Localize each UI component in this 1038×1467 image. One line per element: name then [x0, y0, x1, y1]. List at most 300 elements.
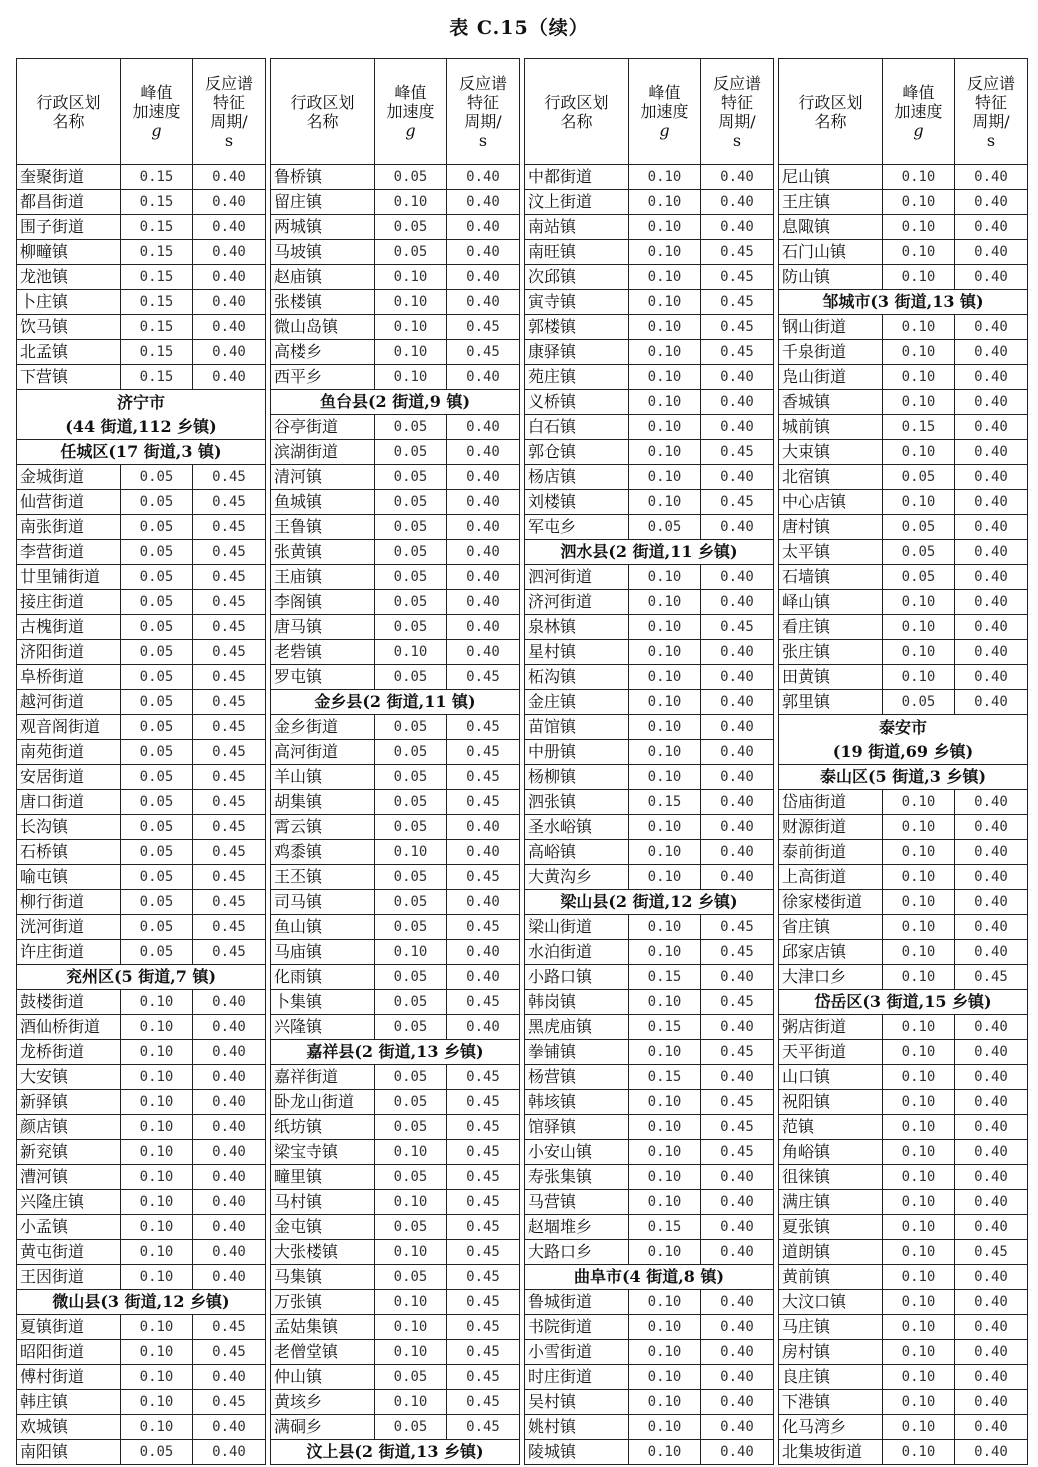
peak-acceleration: 0.05 — [375, 615, 447, 640]
table-row — [779, 1065, 1028, 1090]
peak-acceleration: 0.10 — [883, 315, 955, 340]
characteristic-period: 0.40 — [955, 415, 1028, 440]
peak-acceleration: 0.05 — [375, 1215, 447, 1240]
table-row — [525, 1340, 774, 1365]
table-row — [779, 240, 1028, 265]
peak-acceleration: 0.05 — [883, 690, 955, 715]
region-name: 鸡黍镇 — [271, 840, 375, 865]
section-row — [779, 290, 1028, 315]
region-name: 白石镇 — [525, 415, 629, 440]
region-name: 颜店镇 — [17, 1115, 121, 1140]
section-header: 梁山县(2 街道,12 乡镇) — [525, 890, 774, 915]
characteristic-period: 0.45 — [193, 690, 266, 715]
region-name: 新驿镇 — [17, 1090, 121, 1115]
table-row — [271, 890, 520, 915]
table-row — [779, 1340, 1028, 1365]
region-name: 唐马镇 — [271, 615, 375, 640]
peak-acceleration: 0.10 — [883, 940, 955, 965]
section-row — [779, 715, 1028, 765]
region-name: 天平街道 — [779, 1040, 883, 1065]
characteristic-period: 0.45 — [193, 740, 266, 765]
section-row — [525, 540, 774, 565]
peak-acceleration: 0.10 — [375, 190, 447, 215]
region-name: 南苑街道 — [17, 740, 121, 765]
peak-acceleration: 0.10 — [629, 1440, 701, 1465]
characteristic-period: 0.40 — [193, 290, 266, 315]
peak-acceleration: 0.10 — [375, 290, 447, 315]
table-row — [525, 215, 774, 240]
section-header: 鱼台县(2 街道,9 镇) — [271, 390, 520, 415]
table-row — [779, 815, 1028, 840]
region-name: 傅村街道 — [17, 1365, 121, 1390]
peak-acceleration: 0.10 — [883, 1115, 955, 1140]
region-name: 上高街道 — [779, 865, 883, 890]
table-row — [271, 940, 520, 965]
region-name: 泗河街道 — [525, 565, 629, 590]
table-row — [525, 1040, 774, 1065]
table-row — [779, 1415, 1028, 1440]
peak-acceleration: 0.10 — [629, 415, 701, 440]
table-row — [525, 240, 774, 265]
peak-acceleration: 0.10 — [629, 390, 701, 415]
peak-acceleration: 0.10 — [883, 1440, 955, 1465]
characteristic-period: 0.40 — [955, 1115, 1028, 1140]
characteristic-period: 0.40 — [193, 1115, 266, 1140]
table-row — [779, 165, 1028, 190]
characteristic-period: 0.40 — [955, 465, 1028, 490]
region-name: 仲山镇 — [271, 1365, 375, 1390]
peak-acceleration: 0.10 — [121, 1215, 193, 1240]
table-row — [17, 1165, 266, 1190]
peak-acceleration: 0.10 — [629, 815, 701, 840]
peak-acceleration: 0.10 — [629, 490, 701, 515]
table-row — [17, 215, 266, 240]
region-name: 大束镇 — [779, 440, 883, 465]
peak-acceleration: 0.10 — [883, 590, 955, 615]
characteristic-period: 0.40 — [955, 640, 1028, 665]
peak-acceleration: 0.10 — [883, 190, 955, 215]
characteristic-period: 0.40 — [193, 1140, 266, 1165]
characteristic-period: 0.45 — [193, 765, 266, 790]
peak-acceleration: 0.10 — [629, 340, 701, 365]
characteristic-period: 0.40 — [701, 215, 774, 240]
region-name: 霄云镇 — [271, 815, 375, 840]
table-row — [17, 515, 266, 540]
peak-acceleration: 0.05 — [883, 540, 955, 565]
data-table — [16, 58, 266, 1465]
region-name: 张楼镇 — [271, 290, 375, 315]
region-name: 谷亭街道 — [271, 415, 375, 440]
characteristic-period: 0.45 — [447, 1265, 520, 1290]
region-name: 防山镇 — [779, 265, 883, 290]
characteristic-period: 0.40 — [955, 890, 1028, 915]
characteristic-period: 0.40 — [447, 815, 520, 840]
peak-acceleration: 0.10 — [883, 815, 955, 840]
region-name: 星村镇 — [525, 640, 629, 665]
region-name: 夏张镇 — [779, 1215, 883, 1240]
table-row — [779, 890, 1028, 915]
table-row — [17, 1365, 266, 1390]
table-row — [17, 1115, 266, 1140]
characteristic-period: 0.40 — [955, 1140, 1028, 1165]
region-name: 兴隆镇 — [271, 1015, 375, 1040]
peak-acceleration: 0.10 — [375, 1340, 447, 1365]
table-row — [779, 340, 1028, 365]
section-header: 岱岳区(3 街道,15 乡镇) — [779, 990, 1028, 1015]
characteristic-period: 0.40 — [193, 315, 266, 340]
region-name: 唐口街道 — [17, 790, 121, 815]
peak-acceleration: 0.05 — [375, 465, 447, 490]
data-table — [524, 58, 774, 1465]
peak-acceleration: 0.05 — [375, 440, 447, 465]
section-header: 金乡县(2 街道,11 镇) — [271, 690, 520, 715]
header-period: 反应谱 特征 周期/ s — [447, 59, 520, 165]
table-row — [779, 1315, 1028, 1340]
region-name: 南阳镇 — [17, 1440, 121, 1465]
table-row — [271, 540, 520, 565]
characteristic-period: 0.40 — [701, 365, 774, 390]
region-name: 泉林镇 — [525, 615, 629, 640]
characteristic-period: 0.45 — [447, 740, 520, 765]
table-row — [779, 915, 1028, 940]
region-name: 黑虎庙镇 — [525, 1015, 629, 1040]
table-row — [525, 940, 774, 965]
peak-acceleration: 0.05 — [375, 740, 447, 765]
characteristic-period: 0.45 — [447, 1065, 520, 1090]
peak-acceleration: 0.10 — [375, 840, 447, 865]
peak-acceleration: 0.10 — [375, 640, 447, 665]
data-table — [270, 58, 520, 1465]
region-name: 小雪街道 — [525, 1340, 629, 1365]
characteristic-period: 0.40 — [955, 940, 1028, 965]
characteristic-period: 0.40 — [193, 240, 266, 265]
characteristic-period: 0.45 — [193, 515, 266, 540]
characteristic-period: 0.45 — [701, 940, 774, 965]
characteristic-period: 0.45 — [193, 915, 266, 940]
table-row — [779, 490, 1028, 515]
region-name: 赵堌堆乡 — [525, 1215, 629, 1240]
characteristic-period: 0.45 — [447, 1090, 520, 1115]
characteristic-period: 0.40 — [701, 1015, 774, 1040]
characteristic-period: 0.45 — [701, 340, 774, 365]
characteristic-period: 0.40 — [955, 1290, 1028, 1315]
table-row — [779, 465, 1028, 490]
table-row — [271, 1190, 520, 1215]
table-row — [525, 965, 774, 990]
section-header: 泰山区(5 街道,3 乡镇) — [779, 765, 1028, 790]
peak-acceleration: 0.10 — [629, 215, 701, 240]
region-name: 徂徕镇 — [779, 1165, 883, 1190]
peak-acceleration: 0.15 — [121, 315, 193, 340]
table-row — [17, 990, 266, 1015]
region-name: 郭仓镇 — [525, 440, 629, 465]
table-row — [525, 1065, 774, 1090]
region-name: 羊山镇 — [271, 765, 375, 790]
header-period: 反应谱 特征 周期/ s — [193, 59, 266, 165]
table-row — [525, 315, 774, 340]
peak-acceleration: 0.10 — [883, 665, 955, 690]
table-row — [779, 1040, 1028, 1065]
table-row — [525, 340, 774, 365]
region-name: 新兖镇 — [17, 1140, 121, 1165]
characteristic-period: 0.45 — [193, 790, 266, 815]
region-name: 化雨镇 — [271, 965, 375, 990]
region-name: 马营镇 — [525, 1190, 629, 1215]
characteristic-period: 0.40 — [447, 1015, 520, 1040]
region-name: 柳疃镇 — [17, 240, 121, 265]
region-name: 清河镇 — [271, 465, 375, 490]
table-row — [525, 815, 774, 840]
peak-acceleration: 0.10 — [629, 865, 701, 890]
peak-acceleration: 0.05 — [375, 165, 447, 190]
region-name: 范镇 — [779, 1115, 883, 1140]
table-body — [16, 58, 1028, 1461]
table-row — [271, 1165, 520, 1190]
region-name: 昭阳街道 — [17, 1340, 121, 1365]
region-name: 胡集镇 — [271, 790, 375, 815]
region-name: 中心店镇 — [779, 490, 883, 515]
table-row — [779, 1390, 1028, 1415]
peak-acceleration: 0.10 — [883, 1015, 955, 1040]
table-row — [525, 1315, 774, 1340]
characteristic-period: 0.40 — [955, 365, 1028, 390]
region-name: 饮马镇 — [17, 315, 121, 340]
table-row — [779, 215, 1028, 240]
region-name: 龙池镇 — [17, 265, 121, 290]
table-row — [779, 1240, 1028, 1265]
characteristic-period: 0.45 — [447, 865, 520, 890]
characteristic-period: 0.45 — [447, 1140, 520, 1165]
region-name: 许庄街道 — [17, 940, 121, 965]
characteristic-period: 0.40 — [193, 1415, 266, 1440]
characteristic-period: 0.40 — [955, 1190, 1028, 1215]
region-name: 阜桥街道 — [17, 665, 121, 690]
region-name: 济阳街道 — [17, 640, 121, 665]
characteristic-period: 0.40 — [701, 390, 774, 415]
region-name: 韩岗镇 — [525, 990, 629, 1015]
region-name: 韩庄镇 — [17, 1390, 121, 1415]
peak-acceleration: 0.10 — [883, 840, 955, 865]
table-row — [17, 1040, 266, 1065]
peak-acceleration: 0.10 — [883, 365, 955, 390]
peak-acceleration: 0.10 — [883, 1065, 955, 1090]
characteristic-period: 0.45 — [193, 715, 266, 740]
table-row — [525, 1440, 774, 1465]
characteristic-period: 0.40 — [955, 440, 1028, 465]
characteristic-period: 0.40 — [701, 1390, 774, 1415]
table-row — [525, 290, 774, 315]
characteristic-period: 0.45 — [447, 1315, 520, 1340]
table-row — [525, 640, 774, 665]
region-name: 北集坡街道 — [779, 1440, 883, 1465]
characteristic-period: 0.40 — [447, 940, 520, 965]
peak-acceleration: 0.10 — [883, 640, 955, 665]
section-header: 微山县(3 街道,12 乡镇) — [17, 1290, 266, 1315]
table-row — [271, 915, 520, 940]
characteristic-period: 0.40 — [447, 540, 520, 565]
peak-acceleration: 0.10 — [883, 1140, 955, 1165]
header-row — [271, 59, 520, 165]
table-row — [271, 765, 520, 790]
characteristic-period: 0.40 — [955, 165, 1028, 190]
peak-acceleration: 0.10 — [121, 1115, 193, 1140]
header-row — [525, 59, 774, 165]
table-row — [779, 840, 1028, 865]
section-row — [271, 690, 520, 715]
table-row — [779, 1190, 1028, 1215]
peak-acceleration: 0.10 — [629, 915, 701, 940]
characteristic-period: 0.45 — [193, 615, 266, 640]
characteristic-period: 0.45 — [447, 1365, 520, 1390]
region-name: 寿张集镇 — [525, 1165, 629, 1190]
region-name: 唐村镇 — [779, 515, 883, 540]
peak-acceleration: 0.10 — [629, 1140, 701, 1165]
region-name: 金乡街道 — [271, 715, 375, 740]
table-row — [271, 865, 520, 890]
peak-acceleration: 0.10 — [629, 1240, 701, 1265]
table-row — [525, 1415, 774, 1440]
characteristic-period: 0.45 — [193, 540, 266, 565]
table-row — [17, 940, 266, 965]
table-row — [525, 415, 774, 440]
characteristic-period: 0.40 — [955, 1215, 1028, 1240]
region-name: 鲁桥镇 — [271, 165, 375, 190]
region-name: 金屯镇 — [271, 1215, 375, 1240]
region-name: 杨店镇 — [525, 465, 629, 490]
header-pga: 峰值 加速度 g — [883, 59, 955, 165]
peak-acceleration: 0.10 — [629, 440, 701, 465]
region-name: 祝阳镇 — [779, 1090, 883, 1115]
characteristic-period: 0.40 — [193, 1165, 266, 1190]
peak-acceleration: 0.10 — [883, 1090, 955, 1115]
peak-acceleration: 0.10 — [883, 1390, 955, 1415]
peak-acceleration: 0.05 — [375, 1365, 447, 1390]
header-pga: 峰值 加速度 g — [121, 59, 193, 165]
characteristic-period: 0.45 — [193, 590, 266, 615]
region-name: 尼山镇 — [779, 165, 883, 190]
characteristic-period: 0.40 — [447, 365, 520, 390]
characteristic-period: 0.40 — [955, 665, 1028, 690]
peak-acceleration: 0.10 — [883, 1040, 955, 1065]
characteristic-period: 0.45 — [447, 990, 520, 1015]
peak-acceleration: 0.10 — [883, 265, 955, 290]
characteristic-period: 0.40 — [955, 1390, 1028, 1415]
characteristic-period: 0.45 — [193, 940, 266, 965]
table-row — [271, 340, 520, 365]
table-row — [271, 515, 520, 540]
characteristic-period: 0.40 — [447, 165, 520, 190]
section-header: 兖州区(5 街道,7 镇) — [17, 965, 266, 990]
table-row — [525, 190, 774, 215]
table-row — [271, 1340, 520, 1365]
table-row — [17, 365, 266, 390]
characteristic-period: 0.45 — [701, 240, 774, 265]
region-name: 千泉街道 — [779, 340, 883, 365]
peak-acceleration: 0.05 — [121, 640, 193, 665]
region-name: 王因街道 — [17, 1265, 121, 1290]
region-name: 小路口镇 — [525, 965, 629, 990]
characteristic-period: 0.40 — [955, 215, 1028, 240]
table-row — [779, 1165, 1028, 1190]
peak-acceleration: 0.10 — [375, 1190, 447, 1215]
characteristic-period: 0.45 — [701, 290, 774, 315]
table-row — [779, 190, 1028, 215]
characteristic-period: 0.40 — [193, 1015, 266, 1040]
region-name: 石墙镇 — [779, 565, 883, 590]
section-header: 泗水县(2 街道,11 乡镇) — [525, 540, 774, 565]
region-name: 留庄镇 — [271, 190, 375, 215]
table-row — [779, 1140, 1028, 1165]
characteristic-period: 0.45 — [447, 765, 520, 790]
characteristic-period: 0.40 — [193, 165, 266, 190]
region-name: 汶上街道 — [525, 190, 629, 215]
characteristic-period: 0.40 — [701, 1215, 774, 1240]
table-row — [17, 1140, 266, 1165]
peak-acceleration: 0.05 — [375, 240, 447, 265]
peak-acceleration: 0.05 — [375, 1115, 447, 1140]
characteristic-period: 0.45 — [701, 315, 774, 340]
characteristic-period: 0.40 — [447, 640, 520, 665]
table-row — [17, 1065, 266, 1090]
section-header: 汶上县(2 街道,13 乡镇) — [271, 1440, 520, 1465]
peak-acceleration: 0.10 — [883, 1190, 955, 1215]
region-name: 黄屯街道 — [17, 1240, 121, 1265]
peak-acceleration: 0.05 — [375, 790, 447, 815]
peak-acceleration: 0.10 — [883, 890, 955, 915]
region-name: 大安镇 — [17, 1065, 121, 1090]
table-row — [779, 665, 1028, 690]
region-name: 李营街道 — [17, 540, 121, 565]
peak-acceleration: 0.10 — [883, 490, 955, 515]
peak-acceleration: 0.05 — [375, 215, 447, 240]
header-period: 反应谱 特征 周期/ s — [955, 59, 1028, 165]
peak-acceleration: 0.10 — [375, 940, 447, 965]
characteristic-period: 0.45 — [701, 265, 774, 290]
table-row — [779, 690, 1028, 715]
peak-acceleration: 0.05 — [121, 740, 193, 765]
region-name: 徐家楼街道 — [779, 890, 883, 915]
table-column-2 — [270, 58, 519, 1461]
characteristic-period: 0.40 — [955, 1065, 1028, 1090]
table-row — [779, 440, 1028, 465]
characteristic-period: 0.40 — [193, 265, 266, 290]
table-row — [525, 690, 774, 715]
table-row — [525, 465, 774, 490]
peak-acceleration: 0.10 — [629, 1090, 701, 1115]
characteristic-period: 0.40 — [701, 840, 774, 865]
characteristic-period: 0.40 — [955, 1040, 1028, 1065]
peak-acceleration: 0.05 — [883, 465, 955, 490]
table-row — [17, 715, 266, 740]
peak-acceleration: 0.10 — [629, 1290, 701, 1315]
table-row — [17, 690, 266, 715]
peak-acceleration: 0.15 — [629, 790, 701, 815]
region-name: 金庄镇 — [525, 690, 629, 715]
peak-acceleration: 0.10 — [629, 265, 701, 290]
peak-acceleration: 0.10 — [629, 1315, 701, 1340]
peak-acceleration: 0.10 — [629, 1165, 701, 1190]
table-row — [271, 615, 520, 640]
region-name: 马村镇 — [271, 1190, 375, 1215]
table-row — [779, 590, 1028, 615]
peak-acceleration: 0.05 — [121, 590, 193, 615]
table-row — [779, 1265, 1028, 1290]
characteristic-period: 0.40 — [701, 1340, 774, 1365]
table-row — [271, 1215, 520, 1240]
region-name: 马庄镇 — [779, 1315, 883, 1340]
characteristic-period: 0.40 — [193, 1440, 266, 1465]
region-name: 喻屯镇 — [17, 865, 121, 890]
